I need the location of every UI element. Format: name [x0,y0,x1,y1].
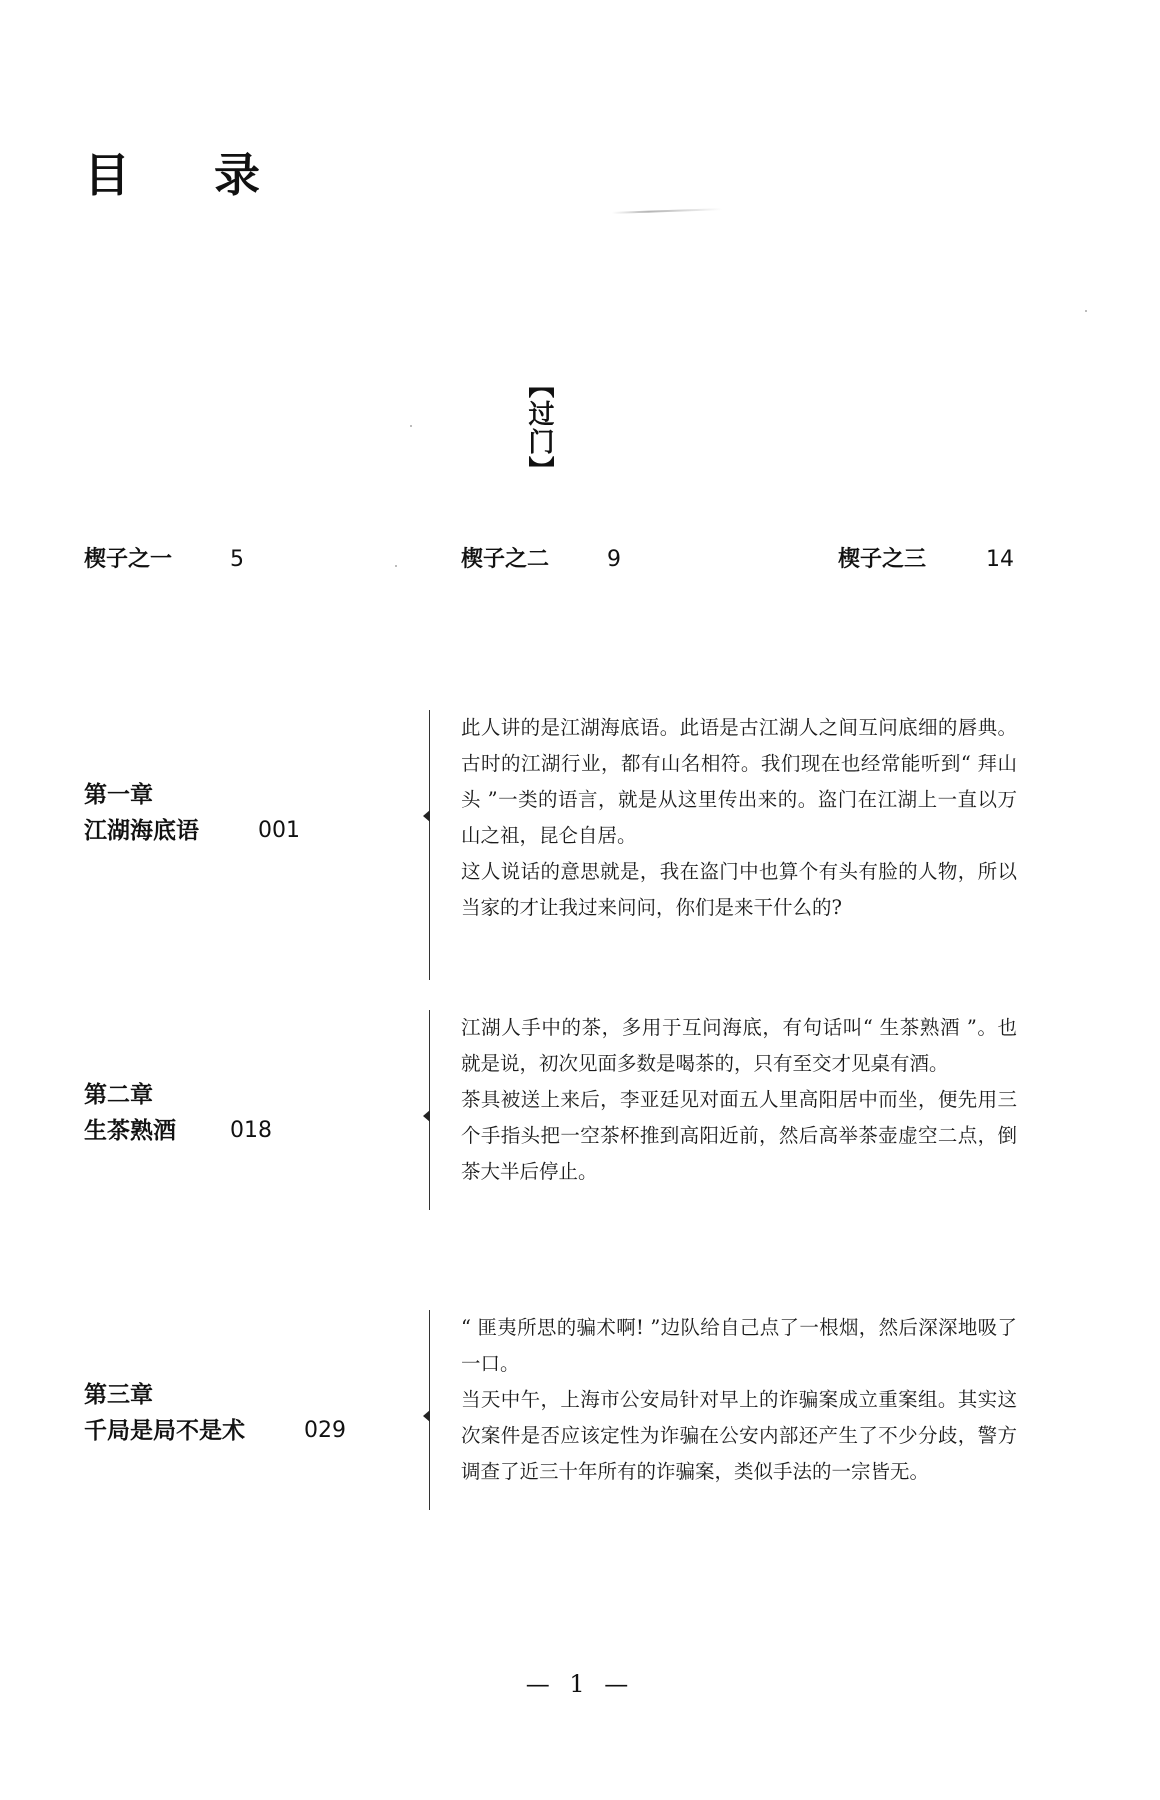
prologue-page: 14 [986,547,1014,572]
chapter-excerpt [461,1310,1017,1490]
scan-mark [612,208,722,214]
section-heading: 【过门】 [524,372,554,484]
excerpt-paragraph: 这人说话的意思就是，我在盗门中也算个有头有脸的人物，所以当家的才让我过来问问，你们是来干什么的? [461,860,1017,919]
excerpt-paragraph: 茶具被送上来后，李亚廷见对面五人里高阳居中而坐，便先用三个手指头把一空茶杯推到高阳近前，然后高举茶壶虚空二点，倒茶大半后停止。 [461,1088,1017,1183]
prologue-label: 楔子之三 [838,547,927,572]
prologue-list [0,542,1160,578]
chapter-excerpt [461,710,1017,926]
page-title: 目 录 [84,148,295,202]
divider-notch [423,1410,430,1422]
chapter-excerpt [461,1010,1017,1190]
excerpt-paragraph: 当天中午，上海市公安局针对早上的诈骗案成立重案组。其实这次案件是否应该定性为诈骗在公安内部还产生了不少分歧，警方调查了近三十年所有的诈骗案，类似手法的一宗皆无。 [461,1388,1017,1483]
prologue-entry[interactable] [84,542,244,578]
scan-speck [395,565,397,567]
divider-notch [423,810,430,822]
prologue-entry[interactable] [461,542,621,578]
scan-speck [410,425,412,427]
divider-notch [423,1110,430,1122]
chapter-label: 第一章 [84,782,153,808]
chapter-page: 029 [304,1418,346,1443]
prologue-label: 楔子之一 [84,547,173,572]
chapter-label: 第二章 [84,1082,153,1108]
chapter-label: 第三章 [84,1382,153,1408]
chapter-divider [429,710,430,980]
prologue-page: 5 [230,547,244,572]
prologue-page: 9 [607,547,621,572]
prologue-label: 楔子之二 [461,547,550,572]
chapter-name[interactable]: 千局是局不是术 [84,1418,245,1444]
excerpt-paragraph: 此人讲的是江湖海底语。此语是古江湖人之间互问底细的唇典。古时的江湖行业，都有山名相符。我们现在也经常能听到“ 拜山头 ”一类的语言，就是从这里传出来的。盗门在江湖上一直以万山之祖，昆仑自居。 [461,716,1017,847]
chapter-page: 001 [258,818,300,843]
prologue-entry[interactable] [838,542,1014,578]
excerpt-paragraph: “ 匪夷所思的骗术啊! ”边队给自己点了一根烟，然后深深地吸了一口。 [461,1316,1017,1375]
chapter-name[interactable]: 生茶熟酒 [84,1118,176,1144]
chapter-name[interactable]: 江湖海底语 [84,818,199,844]
scan-speck [1085,310,1087,312]
chapter-page: 018 [230,1118,272,1143]
excerpt-paragraph: 江湖人手中的茶，多用于互问海底，有句话叫“ 生茶熟酒 ”。也就是说，初次见面多数是喝茶的，只有至交才见桌有酒。 [461,1016,1017,1075]
page-number: — 1 — [525,1670,635,1698]
